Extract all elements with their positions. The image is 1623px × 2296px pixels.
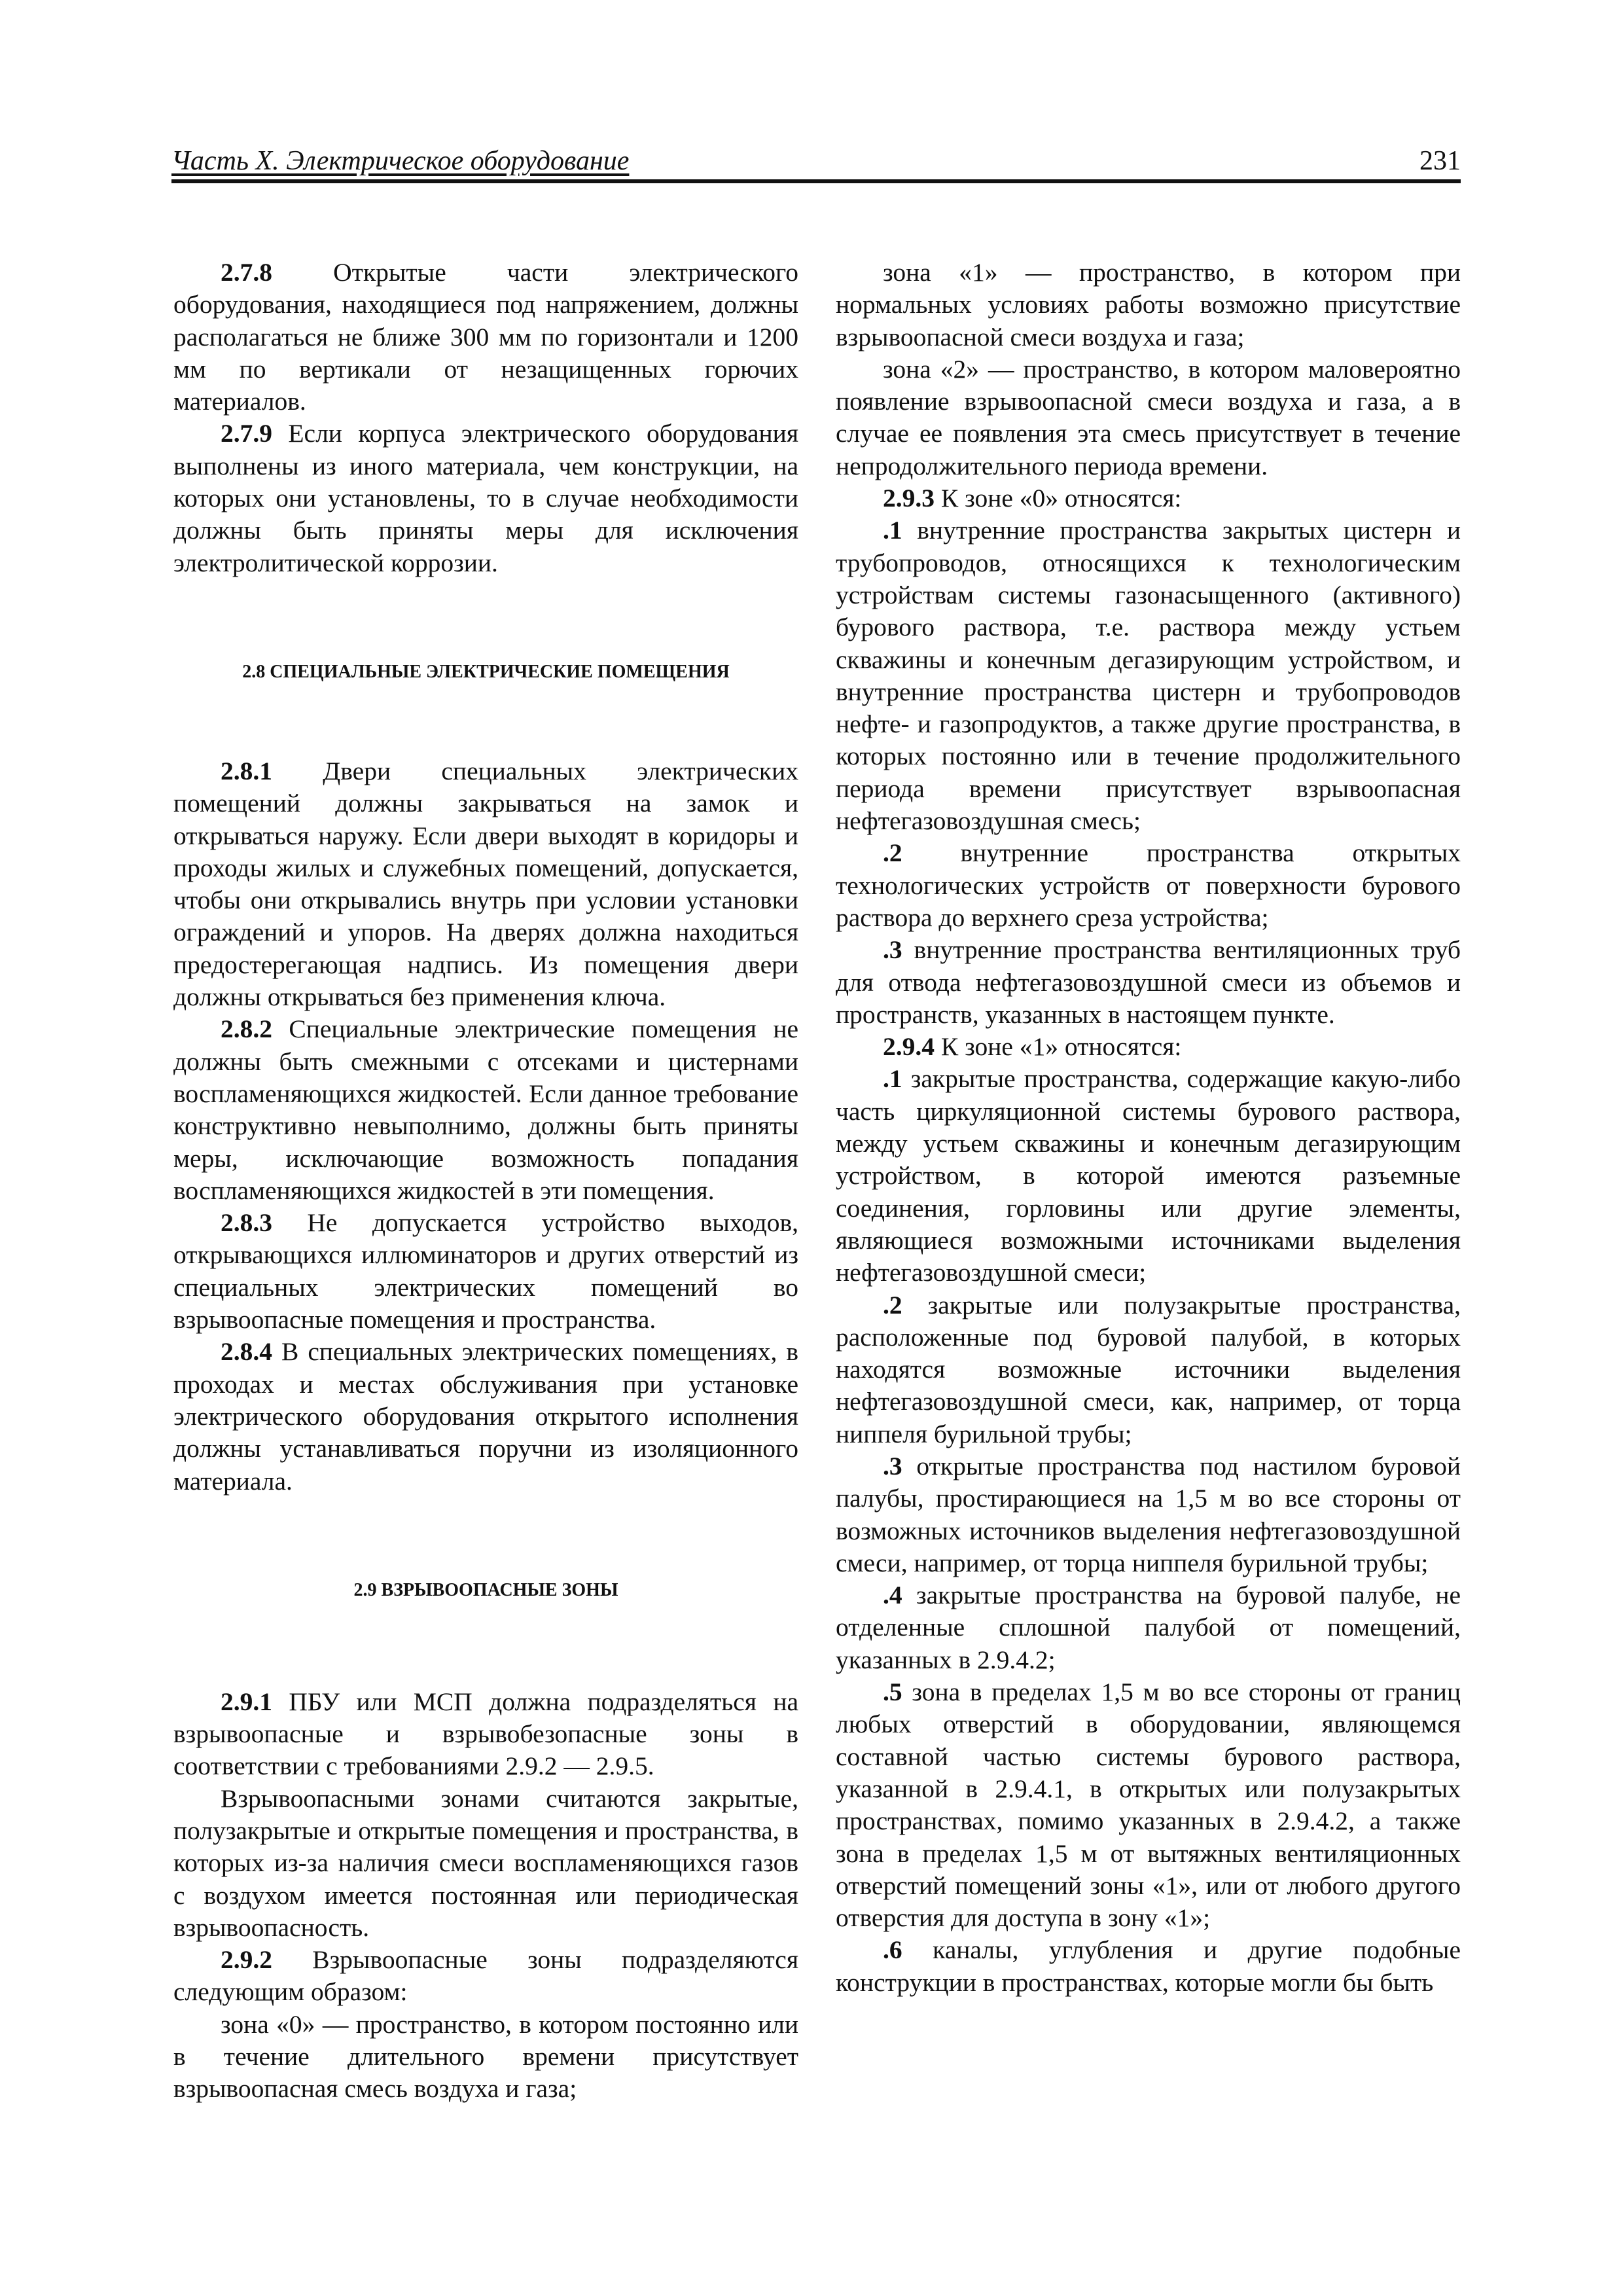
item-number: .5 <box>883 1677 902 1707</box>
paragraph-text: К зоне «0» относятся: <box>935 484 1182 513</box>
running-head <box>171 145 1461 183</box>
paragraph-text: Открытые части электрического оборудования, находящиеся под напряжением, должны располагаться не ближе 300 мм по горизонтали и 1200 мм по вертикали от незащищенных горючих материалов. <box>173 258 798 416</box>
clause-number: 2.7.9 <box>221 419 272 448</box>
section-heading-2-9: 2.9 ВЗРЫВООПАСНЫЕ ЗОНЫ <box>353 1579 618 1600</box>
section-heading-2-8: 2.8 СПЕЦИАЛЬНЫЕ ЭЛЕКТРИЧЕСКИЕ ПОМЕЩЕНИЯ <box>242 661 730 682</box>
paragraph-text: ПБУ или МСП должна подразделяться на взрывоопасные и взрывобезопасные зоны в соответствии с требованиями 2.9.2 — 2.9.5. <box>173 1687 798 1781</box>
clause-number: 2.8.4 <box>221 1337 272 1367</box>
item-number: .1 <box>883 1064 902 1094</box>
item-number: .3 <box>883 1451 902 1480</box>
paragraph-2-9-4-1 <box>836 1063 1461 1289</box>
paragraph-text: Двери специальных электрических помещений должны закрываться на замок и открываться наружу. Если двери выходят в коридоры и проходы жилых и служебных помещений, допускается, чтобы они открывались внутрь при условии установки ограждений и упоров. На дверях должна находиться предостерегающая надпись. Из помещения двери должны открываться без применения ключа. <box>173 756 798 1012</box>
page-number: 231 <box>1419 146 1461 176</box>
paragraph-text: закрытые пространства, содержащие какую-либо часть циркуляционной системы бурового раствора, между устьем скважины и конечным дегазирующим устройством, в которой имеются разъемные соединения, горловины или другие элементы, являющиеся возможными источниками выделения нефтегазовоздушной смеси; <box>836 1064 1461 1287</box>
paragraph-text: каналы, углубления и другие подобные конструкции в пространствах, которые могли бы быть <box>836 1935 1461 1997</box>
clause-number: 2.8.2 <box>221 1014 272 1044</box>
paragraph-text: Взрывоопасные зоны подразделяются следующим образом: <box>173 1945 798 2007</box>
item-number: .2 <box>883 1290 902 1319</box>
paragraph-2-9-4-2 <box>836 1289 1461 1450</box>
paragraph-text: Если корпуса электрического оборудования выполнены из иного материала, чем конструкции, на которых они установлены, то в случае необходимости должны быть приняты меры для исключения электролитической коррозии. <box>173 419 798 577</box>
paragraph-2-9-4-3 <box>836 1450 1461 1579</box>
left-column <box>173 257 798 2106</box>
paragraph-2-7-8 <box>173 257 798 418</box>
running-title: Часть X. Электрическое оборудование <box>171 146 630 176</box>
paragraph-2-9-3 <box>836 482 1461 514</box>
paragraph-2-9-4-6 <box>836 1934 1461 1999</box>
paragraph-2-8-3 <box>173 1207 798 1336</box>
paragraph-zone-0: зона «0» — пространство, в котором постоянно или в течение длительного времени присутствует взрывоопасная смесь воздуха и газа; <box>173 2009 798 2104</box>
paragraph-2-9-1 <box>173 1686 798 1783</box>
paragraph-text: В специальных электрических помещениях, в проходах и местах обслуживания при установке электрического оборудования открытого исполнения должны устанавливаться поручни из изоляционного материала. <box>173 1337 798 1496</box>
item-number: .4 <box>883 1581 902 1610</box>
clause-number: 2.8.1 <box>221 756 272 785</box>
paragraph-text: открытые пространства под настилом буровой палубы, простирающиеся на 1,5 м во все стороны от возможных источников выделения нефтегазовоздушной смеси, например, от торца ниппеля бурильной трубы; <box>836 1451 1461 1577</box>
paragraph-text: К зоне «1» относятся: <box>935 1032 1182 1062</box>
paragraph-2-9-4 <box>836 1031 1461 1063</box>
item-number: .6 <box>883 1935 902 1965</box>
clause-number: 2.9.1 <box>221 1687 272 1716</box>
item-number: .3 <box>883 935 902 965</box>
paragraph-2-9-3-2 <box>836 837 1461 934</box>
paragraph-zone-1: зона «1» — пространство, в котором при нормальных условиях работы возможно присутствие взрывоопасной смеси воздуха и газа; <box>836 258 1461 351</box>
paragraph-text: Специальные электрические помещения не должны быть смежными с отсеками и цистернами воспламеняющихся жидкостей. Если данное требование конструктивно невыполнимо, должны быть приняты меры, исключающие возможность попадания воспламеняющихся жидкостей в эти помещения. <box>173 1014 798 1205</box>
clause-number: 2.8.3 <box>221 1208 272 1238</box>
paragraph-2-9-2 <box>173 1944 798 2009</box>
clause-number: 2.7.8 <box>221 258 272 287</box>
paragraph-text: закрытые пространства на буровой палубе, не отделенные сплошной палубой от помещений, указанных в 2.9.4.2; <box>836 1581 1461 1674</box>
paragraph-text: закрытые или полузакрытые пространства, расположенные под буровой палубой, в которых находятся возможные источники выделения нефтегазовоздушной смеси, как, например, от торца ниппеля бурильной трубы; <box>836 1290 1461 1448</box>
paragraph-2-9-3-3 <box>836 934 1461 1031</box>
paragraph-2-8-4 <box>173 1336 798 1497</box>
clause-number: 2.9.4 <box>883 1032 935 1062</box>
paragraph-text: внутренние пространства закрытых цистерн и трубопроводов, относящихся к технологическим устройствам системы газонасыщенного (активного) бурового раствора, т.е. раствора между устьем скважины и конечным дегазирующим устройством, и внутренние пространства цистерн и трубопроводов нефте- и газопродуктов, а также другие пространства, в которых постоянно или в течение продолжительного периода времени присутствует взрывоопасная нефтегазовоздушная смесь; <box>836 516 1461 836</box>
paragraph-2-8-1 <box>173 755 798 1013</box>
paragraph-2-9-4-4 <box>836 1579 1461 1676</box>
item-number: .2 <box>883 838 902 868</box>
paragraph-2-8-2 <box>173 1013 798 1207</box>
paragraph-2-7-9 <box>173 418 798 579</box>
paragraph-2-9-4-5 <box>836 1676 1461 1934</box>
paragraph-zone-2: зона «2» — пространство, в котором маловероятно появление взрывоопасной смеси воздуха и газа, а в случае ее появления эта смесь присутствует в течение непродолжительного периода времени. <box>836 354 1461 480</box>
item-number: .1 <box>883 516 902 545</box>
right-column <box>836 257 1461 1999</box>
paragraph-text: внутренние пространства открытых технологических устройств от поверхности бурового раствора до верхнего среза устройства; <box>836 838 1461 932</box>
paragraph-text: внутренние пространства вентиляционных труб для отвода нефтегазовоздушной смеси из объемов и пространств, указанных в настоящем пункте. <box>836 935 1461 1029</box>
paragraph-zones-definition: Взрывоопасными зонами считаются закрытые, полузакрытые и открытые помещения и пространства, в которых из-за наличия смеси воспламеняющихся газов с воздухом имеется постоянная или периодическая взрывоопасность. <box>173 1784 798 1942</box>
paragraph-text: Не допускается устройство выходов, открывающихся иллюминаторов и других отверстий из специальных электрических помещений во взрывоопасные помещения и пространства. <box>173 1208 798 1335</box>
paragraph-2-9-3-1 <box>836 514 1461 837</box>
clause-number: 2.9.2 <box>221 1945 272 1975</box>
paragraph-text: зона в пределах 1,5 м во все стороны от границ любых отверстий в оборудовании, являющемся составной частью системы бурового раствора, указанной в 2.9.4.1, в открытых или полузакрытых пространствах, помимо указанных в 2.9.4.2, а также зона в пределах 1,5 м от вытяжных вентиляционных отверстий помещений зоны «1», или от любого другого отверстия для доступа в зону «1»; <box>836 1677 1461 1933</box>
clause-number: 2.9.3 <box>883 484 935 513</box>
